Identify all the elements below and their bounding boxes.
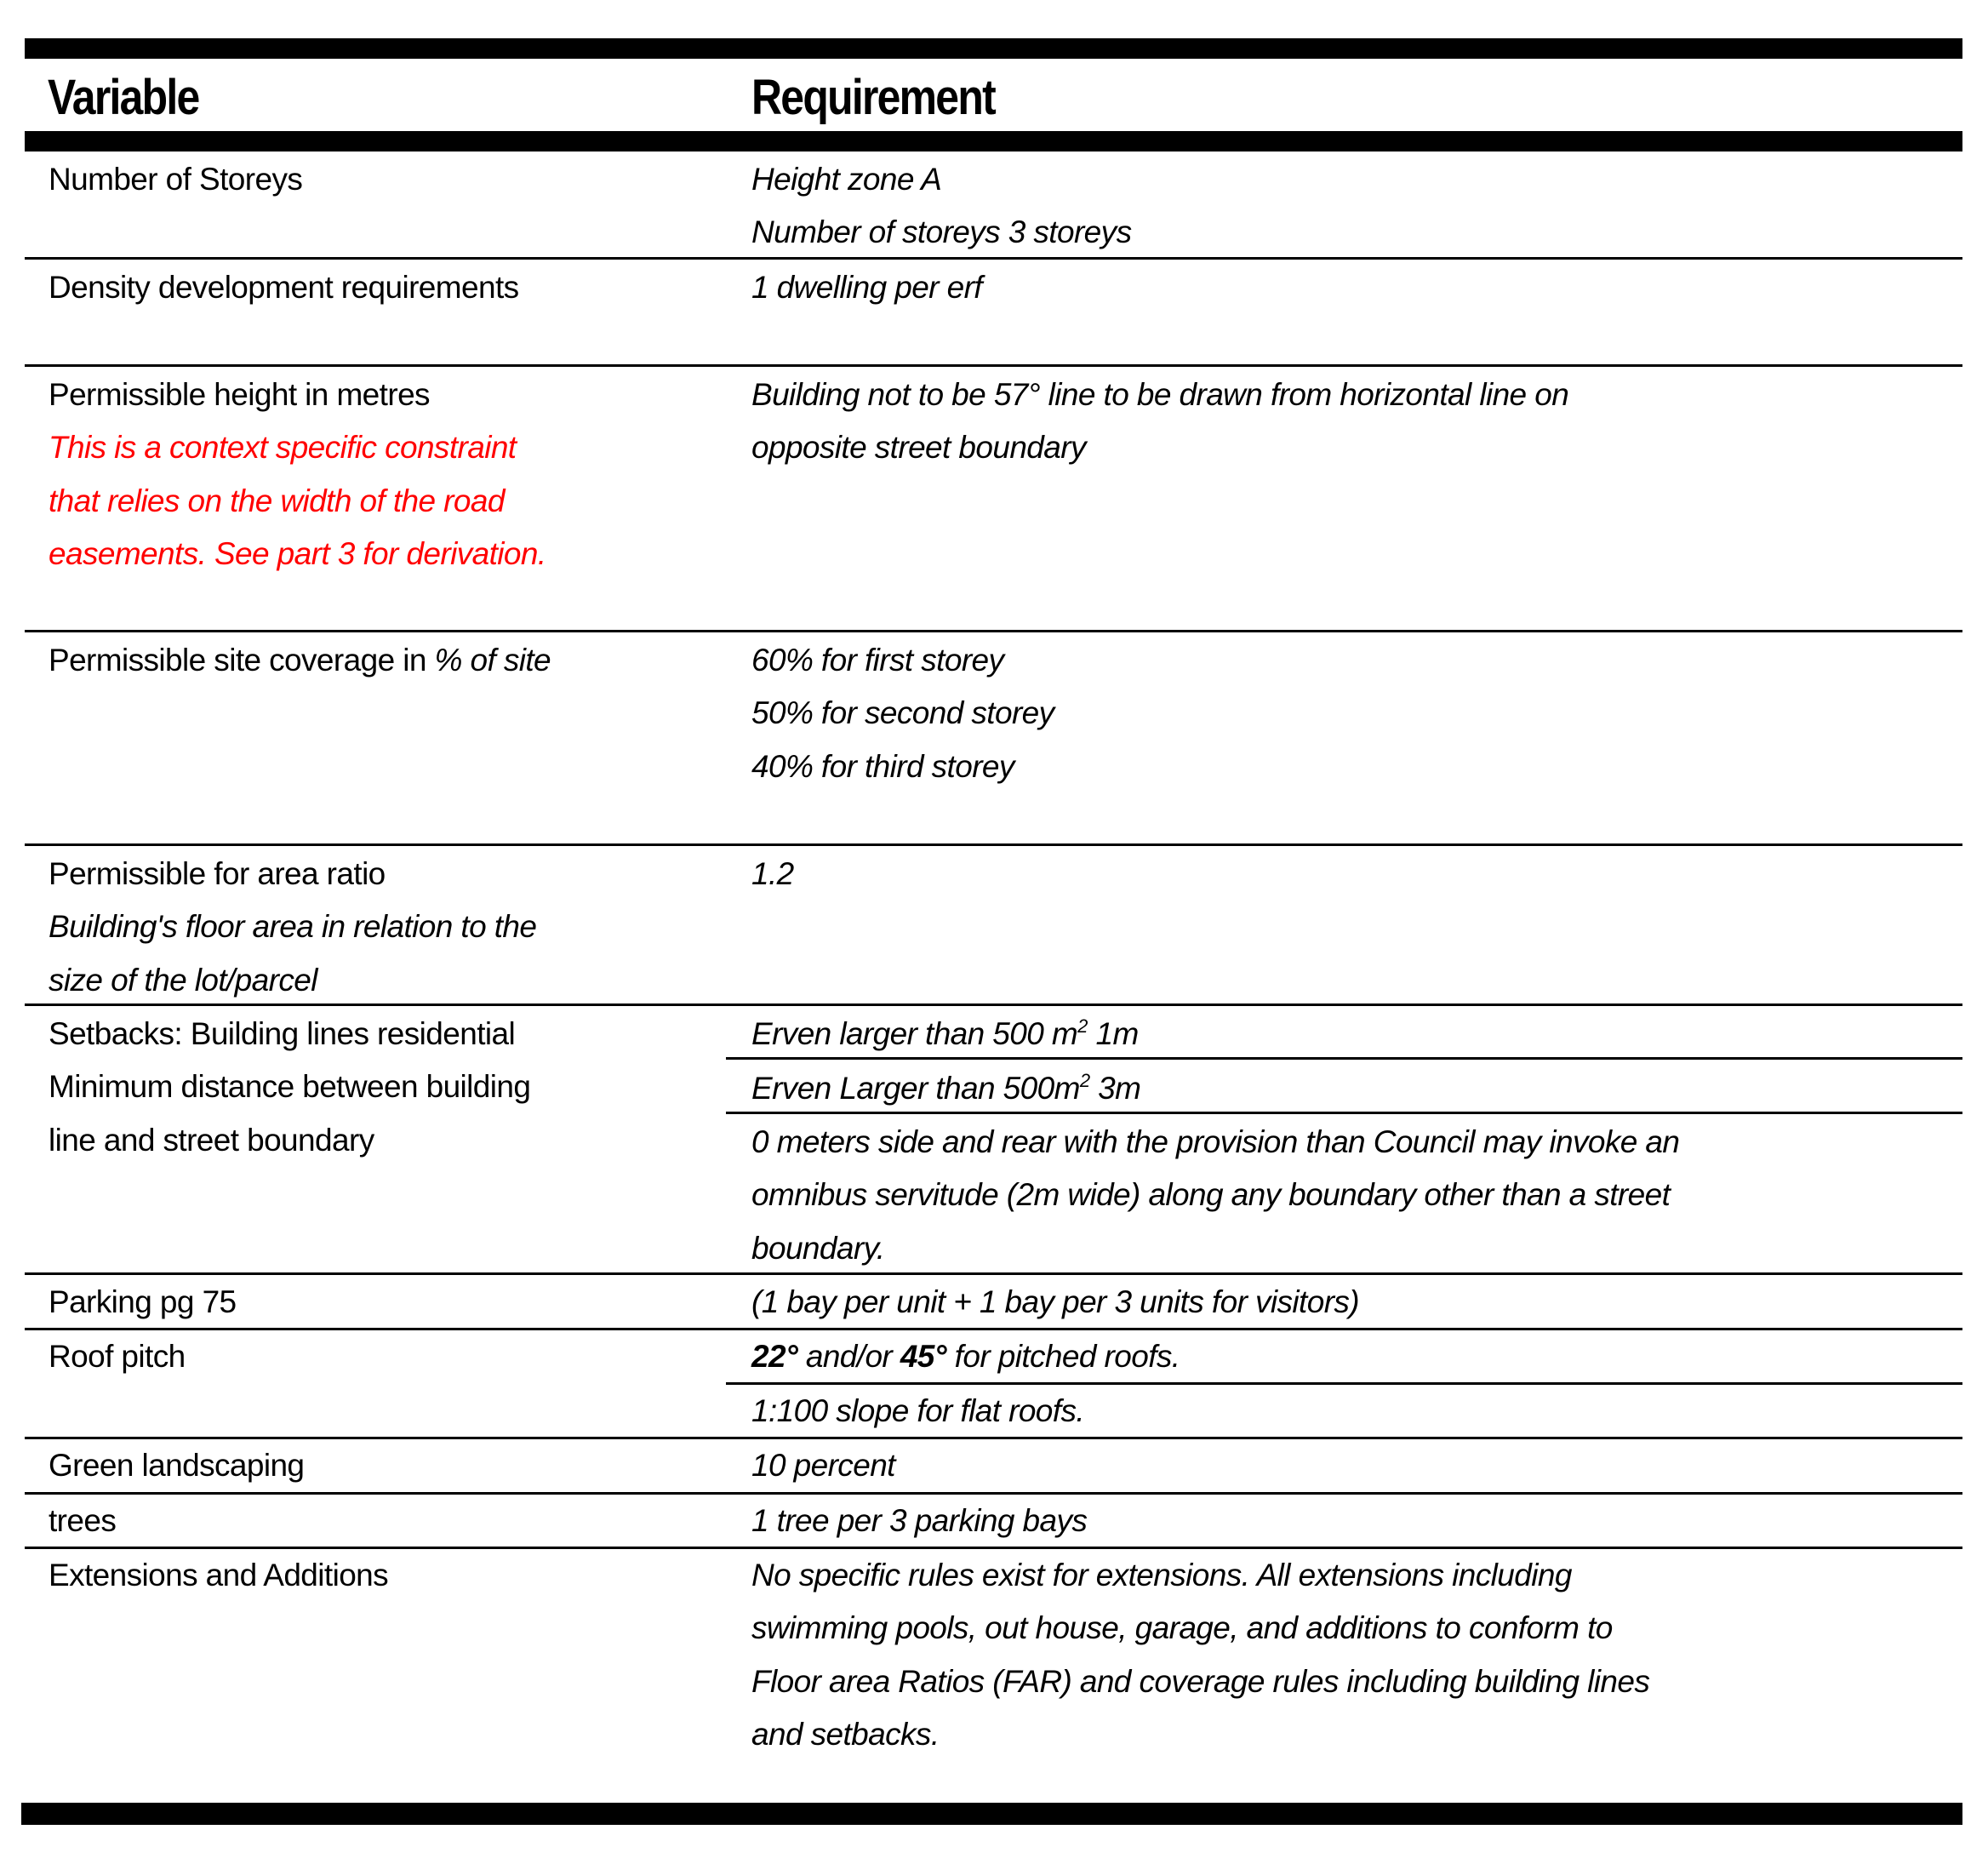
requirement-subcell xyxy=(751,1008,1139,1061)
top-rule xyxy=(25,38,1962,59)
variable-cell xyxy=(49,1549,388,1602)
variable-cell xyxy=(49,634,551,687)
superscript: 2 xyxy=(1079,1070,1090,1091)
column-header-variable: Variable xyxy=(48,70,199,125)
context-note: This is a context specific constraint xyxy=(49,430,517,466)
variable-label: Roof pitch xyxy=(49,1339,186,1374)
variable-label: Green landscaping xyxy=(49,1448,305,1483)
variable-label: Density development requirements xyxy=(49,270,519,305)
bottom-rule xyxy=(21,1803,1962,1825)
requirement-line: 60% for first storey xyxy=(751,643,1004,678)
requirement-line: opposite street boundary xyxy=(751,430,1086,466)
variable-label xyxy=(49,634,551,687)
variable-cell xyxy=(49,1495,116,1547)
requirement-line: No specific rules exist for extensions. All extensions including xyxy=(751,1558,1572,1592)
requirement-line: 0 meters side and rear with the provision than Council may invoke an xyxy=(751,1124,1680,1159)
header-rule xyxy=(25,131,1962,152)
requirement-cell xyxy=(751,848,794,901)
requirement-line: Floor area Ratios (FAR) and coverage rules including building lines xyxy=(751,1663,1650,1699)
variable-cell xyxy=(49,261,519,314)
requirement-text: and/or xyxy=(797,1339,900,1374)
variable-label-emphasis: % of site xyxy=(434,643,551,678)
requirement-text: 3m xyxy=(1089,1071,1141,1106)
variable-label: line and street boundary xyxy=(49,1122,374,1158)
requirement-text: Erven larger than 500 m xyxy=(751,1016,1078,1051)
variable-cell xyxy=(49,1008,530,1167)
requirement-line: boundary. xyxy=(751,1230,885,1266)
variable-cell xyxy=(49,153,302,206)
variable-cell xyxy=(49,1439,304,1492)
variable-label: Minimum distance between building xyxy=(49,1069,531,1105)
requirement-subcell xyxy=(751,1385,1084,1438)
variable-label: Permissible for area ratio xyxy=(49,856,386,891)
requirement-cell xyxy=(751,369,1568,475)
variable-label: Extensions and Additions xyxy=(49,1558,389,1592)
requirement-cell xyxy=(751,1276,1359,1329)
requirement-line: 1 dwelling per erf xyxy=(751,270,982,305)
requirement-line: Number of storeys 3 storeys xyxy=(751,214,1132,250)
requirement-line: 40% for third storey xyxy=(751,748,1014,784)
requirement-line xyxy=(751,1008,1139,1061)
column-header-requirement: Requirement xyxy=(751,70,995,125)
requirement-line: Building not to be 57° line to be drawn from horizontal line on xyxy=(751,377,1569,412)
variable-cell xyxy=(49,1276,237,1329)
requirement-cell xyxy=(751,153,1131,260)
variable-cell xyxy=(49,1330,186,1383)
requirement-line: omnibus servitude (2m wide) along any boundary other than a street xyxy=(751,1177,1671,1213)
requirement-line: 50% for second storey xyxy=(751,695,1054,731)
superscript: 2 xyxy=(1077,1015,1088,1037)
requirement-line: 10 percent xyxy=(751,1448,895,1483)
variable-label: Setbacks: Building lines residential xyxy=(49,1016,516,1051)
variable-label: Permissible height in metres xyxy=(49,377,430,412)
requirement-line: (1 bay per unit + 1 bay per 3 units for visitors) xyxy=(751,1284,1360,1319)
requirement-line xyxy=(751,1062,1140,1115)
requirement-cell xyxy=(751,1439,895,1492)
variable-label-text: Permissible site coverage in xyxy=(49,643,435,678)
variable-label: Parking pg 75 xyxy=(49,1284,237,1319)
requirement-line: 1:100 slope for flat roofs. xyxy=(751,1393,1085,1428)
requirement-subcell xyxy=(751,1062,1140,1115)
requirement-line: 1 tree per 3 parking bays xyxy=(751,1503,1088,1538)
requirement-cell xyxy=(751,1549,1649,1761)
requirement-cell xyxy=(751,261,982,314)
variable-label: trees xyxy=(49,1503,117,1538)
variable-description: size of the lot/parcel xyxy=(49,962,317,998)
row-divider xyxy=(25,843,1962,846)
context-note: that relies on the width of the road xyxy=(49,483,505,518)
requirement-subcell xyxy=(751,1330,1180,1383)
variable-cell xyxy=(49,848,536,1007)
variable-label: Number of Storeys xyxy=(49,162,303,197)
variable-description: Building's floor area in relation to the xyxy=(49,909,537,945)
requirement-subcell xyxy=(751,1116,1679,1275)
requirement-line: Height zone A xyxy=(751,162,942,197)
requirement-text: 1m xyxy=(1087,1016,1139,1051)
requirement-line: 1.2 xyxy=(751,856,794,891)
variable-cell xyxy=(49,369,546,580)
requirement-text: Erven Larger than 500m xyxy=(751,1071,1080,1106)
angle-value: 22° xyxy=(751,1339,798,1374)
row-divider xyxy=(25,364,1962,367)
angle-value: 45° xyxy=(900,1339,946,1374)
requirement-line: swimming pools, out house, garage, and additions to conform to xyxy=(751,1610,1613,1646)
requirement-cell xyxy=(751,634,1054,793)
requirement-text: for pitched roofs. xyxy=(945,1339,1180,1374)
row-divider xyxy=(25,630,1962,632)
requirement-cell xyxy=(751,1495,1087,1547)
requirement-line: and setbacks. xyxy=(751,1716,940,1752)
requirement-line xyxy=(751,1330,1180,1383)
context-note: easements. See part 3 for derivation. xyxy=(49,535,546,571)
